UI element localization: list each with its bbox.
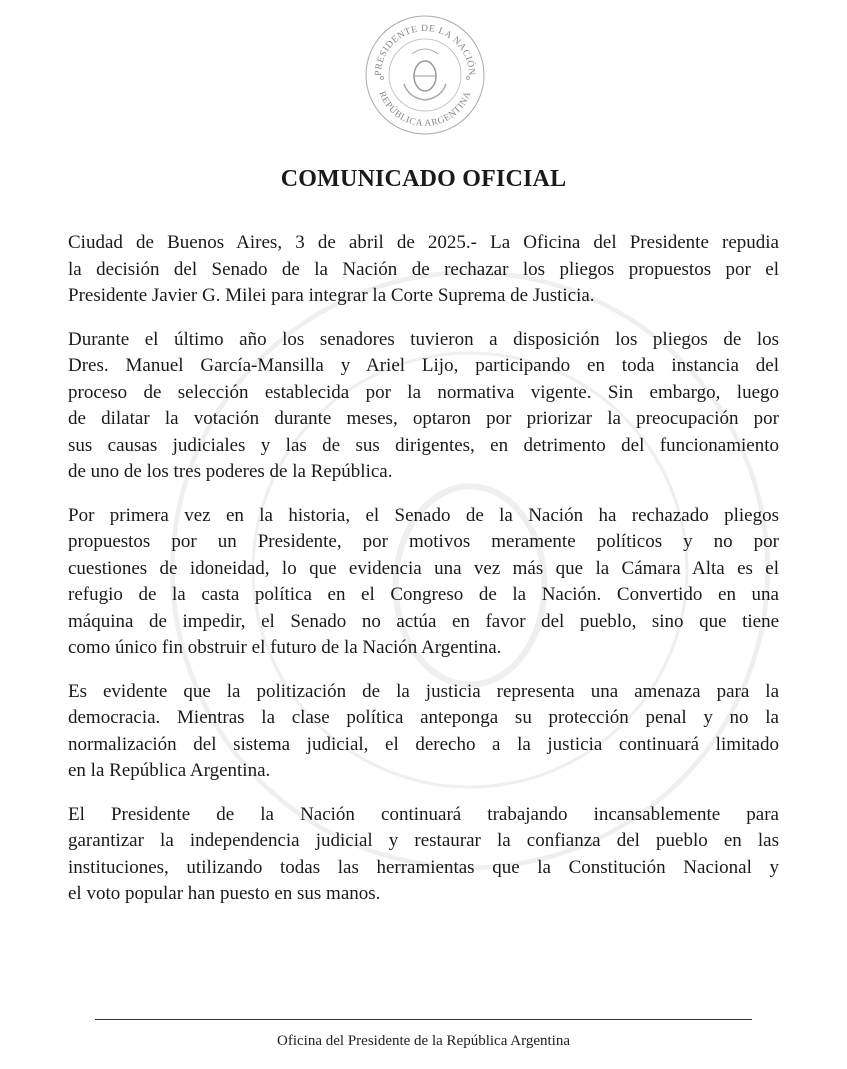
paragraph-line: Durante el último año los senadores tuvieron a disposición los pliegos de los (68, 328, 779, 350)
presidential-seal-logo (364, 14, 486, 136)
paragraph (68, 679, 779, 785)
paragraph-line: normalización del sistema judicial, el derecho a la justicia continuará limitado (68, 733, 779, 755)
paragraph-line: refugio de la casta política en el Congreso de la Nación. Convertido en una (68, 584, 779, 605)
page-title: COMUNICADO OFICIAL (280, 166, 567, 192)
paragraph-line: proceso de selección establecida por la normativa vigente. Sin embargo, luego (68, 381, 779, 403)
paragraph (68, 327, 779, 486)
paragraph-line: El Presidente de la Nación continuará trabajando incansablemente para (68, 803, 779, 825)
document-body (68, 230, 779, 925)
svg-text:PRESIDENTE DE LA NACIÓN: PRESIDENTE DE LA NACIÓN (373, 23, 477, 77)
paragraph (68, 802, 779, 908)
paragraph-line: el voto popular han puesto en sus manos. (68, 883, 381, 904)
paragraph (68, 503, 779, 662)
footer-divider (95, 1019, 752, 1020)
paragraph-line: máquina de impedir, el Senado no actúa en favor del pueblo, sino que tiene (68, 610, 779, 632)
paragraph-line: Dres. Manuel García-Mansilla y Ariel Lijo, participando en toda instancia del (68, 355, 779, 376)
paragraph-line: cuestiones de idoneidad, lo que evidencia una vez más que la Cámara Alta es el (68, 557, 779, 579)
paragraph-line: instituciones, utilizando todas las herramientas que la Constitución Nacional y (68, 856, 779, 878)
paragraph-line: Por primera vez en la historia, el Senado de la Nación ha rechazado pliegos (68, 504, 779, 526)
paragraph (68, 230, 779, 310)
paragraph-line: en la República Argentina. (68, 760, 271, 781)
paragraph-line: democracia. Mientras la clase política anteponga su protección penal y no la (68, 707, 779, 728)
paragraph-line: de uno de los tres poderes de la República. (68, 461, 393, 482)
paragraph-line: como único fin obstruir el futuro de la Nación Argentina. (68, 637, 502, 658)
paragraph-line: Presidente Javier G. Milei para integrar la Corte Suprema de Justicia. (68, 285, 595, 306)
paragraph-line: propuestos por un Presidente, por motivos meramente políticos y no por (68, 531, 779, 552)
paragraph-line: garantizar la independencia judicial y restaurar la confianza del pueblo en las (68, 830, 779, 851)
paragraph-line: de dilatar la votación durante meses, optaron por priorizar la preocupación por (68, 408, 779, 429)
paragraph-line: sus causas judiciales y las de sus dirigentes, en detrimento del funcionamiento (68, 434, 779, 456)
paragraph-line: la decisión del Senado de la Nación de rechazar los pliegos propuestos por el (68, 258, 779, 280)
footer-text: Oficina del Presidente de la República Argentina (277, 1033, 570, 1049)
paragraph-line: Es evidente que la politización de la justicia representa una amenaza para la (68, 680, 779, 702)
paragraph-line: Ciudad de Buenos Aires, 3 de abril de 2025.- La Oficina del Presidente repudia (68, 232, 779, 253)
svg-text:REPÚBLICA ARGENTINA: REPÚBLICA ARGENTINA (376, 89, 474, 130)
